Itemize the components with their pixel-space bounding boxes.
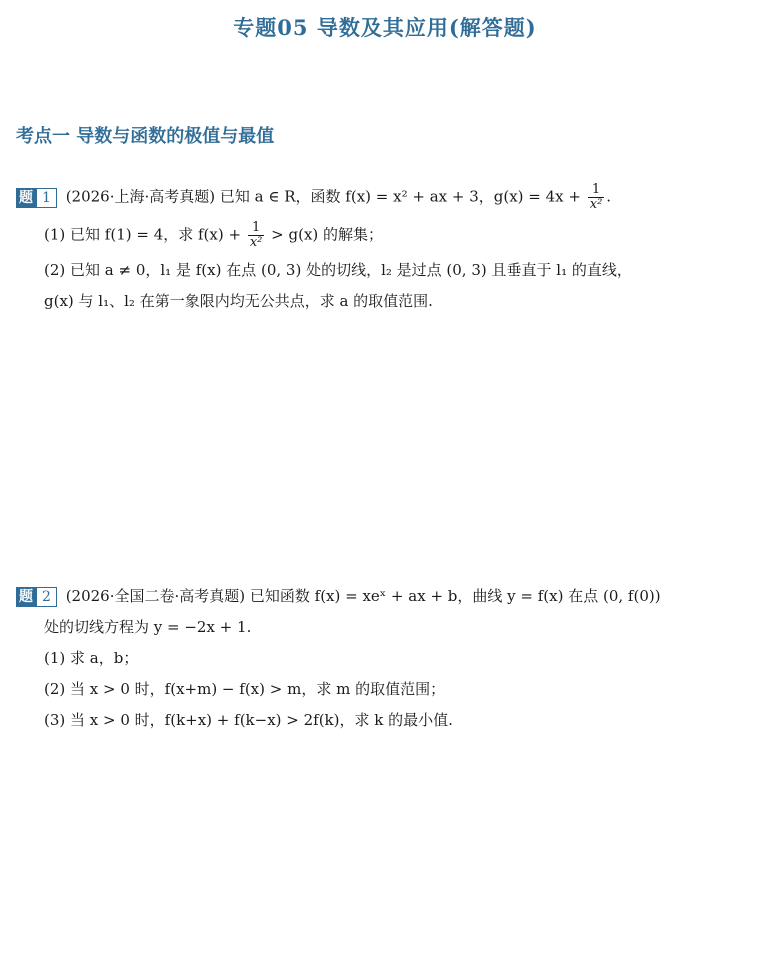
badge-number: 1	[36, 188, 57, 208]
stem-text: (2026·上海·高考真题) 已知 a ∈ R，函数 f(x) = x² + ax + 3，g(x) = 4x +	[65, 187, 581, 206]
page-title: 专题05 导数及其应用(解答题)	[233, 15, 537, 40]
problem-2-stem	[16, 585, 756, 607]
problem-1-stem	[16, 183, 756, 212]
problem-2-part-1: (1) 求 a，b；	[44, 649, 139, 667]
problem-1-part-2: (2) 已知 a ≠ 0，l₁ 是 f(x) 在点 (0, 3) 处的切线，l₂ 是过点 (0, 3) 且垂直于 l₁ 的直线，	[44, 261, 632, 279]
fraction-denominator: x²	[249, 235, 263, 250]
fraction-denominator: x²	[589, 197, 603, 212]
problem-2-stem-cont: 处的切线方程为 y = −2x + 1.	[44, 618, 252, 636]
problem-1	[16, 183, 756, 312]
problem-1-part-1	[16, 221, 756, 250]
problem-badge	[16, 188, 57, 208]
badge-label: 题	[16, 188, 36, 208]
fraction-numerator: 1	[248, 221, 265, 236]
stem-text-end: .	[606, 187, 612, 206]
problem-2	[16, 585, 756, 731]
fraction	[588, 183, 605, 212]
problem-2-part-2: (2) 当 x > 0 时，f(x+m) − f(x) > m，求 m 的取值范围；	[44, 680, 446, 698]
problem-badge	[16, 587, 57, 607]
problem-1-part-2-cont: g(x) 与 l₁、l₂ 在第一象限内均无公共点，求 a 的取值范围.	[44, 292, 433, 310]
section-heading: 考点一 导数与函数的极值与最值	[16, 126, 275, 147]
part-text: (1) 已知 f(1) = 4，求 f(x) +	[44, 225, 242, 244]
fraction-numerator: 1	[588, 183, 605, 198]
badge-number: 2	[36, 587, 57, 607]
problem-2-part-3: (3) 当 x > 0 时，f(k+x) + f(k−x) > 2f(k)，求 k 的最小值.	[44, 711, 453, 729]
stem-text: (2026·全国二卷·高考真题) 已知函数 f(x) = xeˣ + ax + b，曲线 y = f(x) 在点 (0, f(0))	[65, 587, 661, 605]
badge-label: 题	[16, 587, 36, 607]
fraction	[248, 221, 265, 250]
part-text-end: > g(x) 的解集；	[271, 225, 384, 244]
